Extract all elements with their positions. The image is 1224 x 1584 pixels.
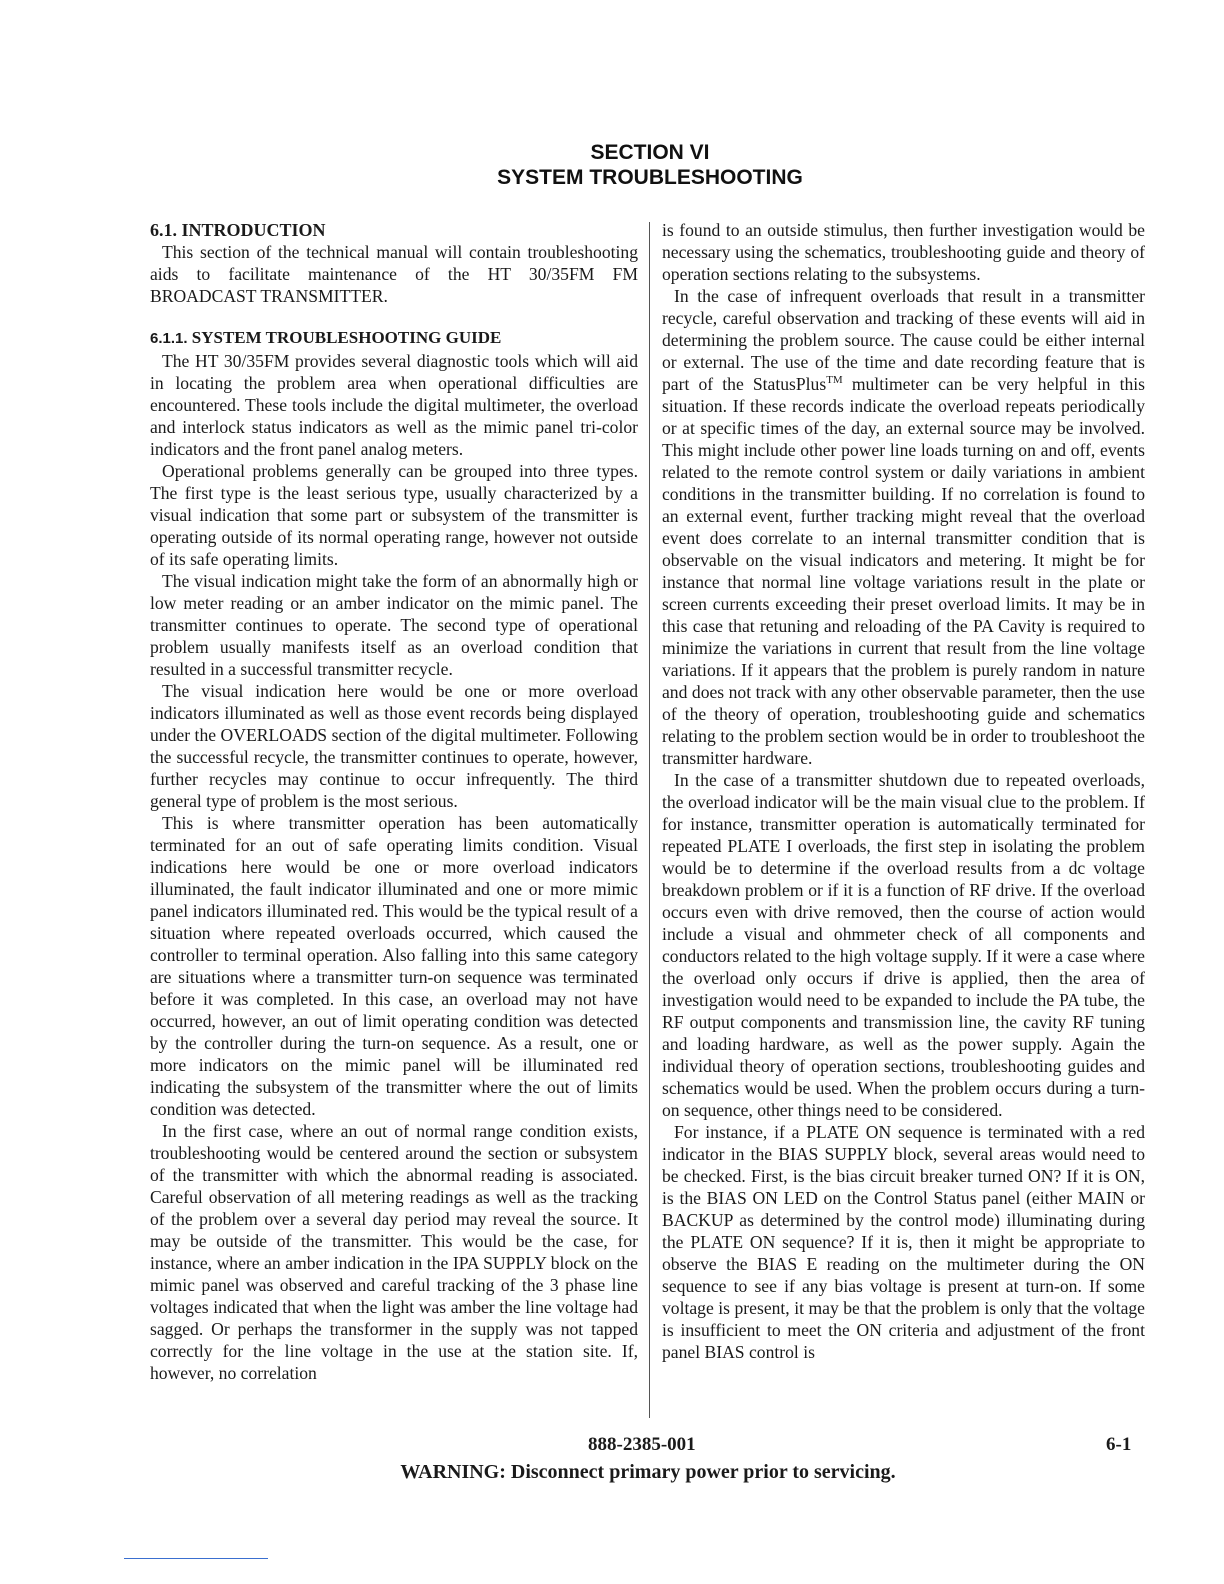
right-column bbox=[662, 219, 1145, 1363]
paragraph: In the case of a transmitter shutdown due to repeated overloads, the overload indicator will be the main visual clue to the problem. If for instance, transmitter operation is automatically terminated for repeated PLATE I overloads, the first step in isolating the problem would be to determine if the overload results from a dc voltage breakdown problem or if it is a function of RF drive. If the overload occurs even with drive removed, then the course of action would include a visual and ohmmeter check of all components and conductors related to the high voltage supply. If it were a case where the overload only occurs if drive is applied, then the area of investigation would need to be expanded to include the PA tube, the RF output components and transmission line, the cavity RF tuning and loading hardware, as well as the power supply. Again the individual theory of operation sections, troubleshooting guides and schematics would be used. When the problem occurs during a turn-on sequence, other things need to be considered. bbox=[662, 770, 1145, 1120]
paragraph: The HT 30/35FM provides several diagnostic tools which will aid in locating the problem area when operational difficulties are encountered. These tools include the digital multimeter, the overload and interlock status indicators as well as the mimic panel tri-color indicators and the front panel analog meters. bbox=[150, 351, 638, 459]
paragraph-part: multimeter can be very helpful in this situation. If these records indicate the overload repeats periodically or at specific times of the day, an external source may be involved. This might include other power line loads turning on and off, events related to the remote control system or daily variations in ambient conditions in the transmitter building. If no correlation is found to an external event, further tracking might reveal that the overload event does correlate to an internal transmitter condition that is observable on the visual indicators and metering. It might be for instance that normal line voltage variations result in the plate or screen currents exceeding their preset overload limits. It may be in this case that retuning and reloading of the PA Cavity is required to minimize the variations in current that result from the line voltage variations. If it appears that the problem is purely random in nature and does not track with any other observable parameter, then the use of the theory of operation, troubleshooting guide and schematics relating to the problem section would be in order to troubleshoot the transmitter hardware. bbox=[662, 374, 1145, 768]
left-column bbox=[150, 219, 638, 1384]
part-number: 888-2385-001 bbox=[588, 1434, 696, 1455]
column-divider bbox=[649, 222, 650, 1418]
paragraph: Operational problems generally can be grouped into three types. The first type is the least serious type, usually characterized by a visual indication that some part or subsystem of the transmitter is operating outside of its normal operating range, however not outside of its safe operating limits. bbox=[150, 461, 638, 569]
paragraph: is found to an outside stimulus, then further investigation would be necessary using the schematics, troubleshooting guide and theory of operation sections relating to the subsystems. bbox=[662, 220, 1145, 284]
guide-heading-text: SYSTEM TROUBLESHOOTING GUIDE bbox=[191, 328, 502, 347]
page-number: 6-1 bbox=[1106, 1434, 1132, 1455]
warning-text: WARNING: Disconnect primary power prior to servicing. bbox=[400, 1461, 896, 1483]
intro-heading: 6.1. INTRODUCTION bbox=[150, 220, 326, 240]
intro-paragraph: This section of the technical manual will contain troubleshooting aids to facilitate maintenance of the HT 30/35FM FM BROADCAST TRANSMITTER. bbox=[150, 242, 638, 306]
paragraph: The visual indication might take the form of an abnormally high or low meter reading or an amber indicator on the mimic panel. The transmitter continues to operate. The second type of operational problem usually manifests itself as an overload condition that resulted in a successful transmitter recycle. bbox=[150, 571, 638, 679]
paragraph bbox=[662, 285, 1145, 769]
paragraph: The visual indication here would be one or more overload indicators illuminated as well as those event records being displayed under the OVERLOADS section of the digital multimeter. Following the successful recycle, the transmitter continues to operate, however, further recycles may continue to occur infrequently. The third general type of problem is the most serious. bbox=[150, 681, 638, 811]
paragraph: In the first case, where an out of normal range condition exists, troubleshooting would be centered around the section or subsystem of the transmitter with which the abnormal reading is associated. Careful observation of all metering readings as well as the tracking of the problem over a several day period may reveal the source. It may be outside of the transmitter. This would be the case, for instance, where an amber indication in the IPA SUPPLY block on the mimic panel was observed and careful tracking of the 3 phase line voltages indicated that when the light was amber the line voltage had sagged. Or perhaps the transformer in the supply was not tapped correctly for the line voltage in the use at the station site. If, however, no correlation bbox=[150, 1121, 638, 1383]
footer-rule bbox=[124, 1558, 268, 1559]
section-title: SYSTEM TROUBLESHOOTING bbox=[497, 166, 803, 189]
guide-heading bbox=[150, 327, 638, 350]
guide-heading-number: 6.1.1. bbox=[150, 330, 188, 347]
section-number: SECTION VI bbox=[590, 141, 710, 164]
page-header bbox=[0, 140, 1224, 190]
paragraph: For instance, if a PLATE ON sequence is terminated with a red indicator in the BIAS SUPPLY block, several areas would need to be checked. First, is the bias circuit breaker turned ON? If it is ON, is the BIAS ON LED on the Control Status panel (either MAIN or BACKUP as determined by the control mode) illuminating during the PLATE ON sequence? If it is, then it might be appropriate to observe the BIAS E reading on the multimeter during the ON sequence to see if any bias voltage is present at turn-on. If some voltage is present, it may be that the problem is only that the voltage is insufficient to meet the ON criteria and adjustment of the front panel BIAS control is bbox=[662, 1122, 1145, 1362]
paragraph-part: In the case of infrequent overloads that result in a transmitter recycle, careful observation and tracking of these events will aid in determining the problem source. The cause could be either internal or external. The use of the time and date recording feature that is part of the StatusPlus bbox=[662, 286, 1145, 394]
paragraph: This is where transmitter operation has been automatically terminated for an out of safe operating limits condition. Visual indications here would be one or more overload indicators illuminated, the fault indicator illuminated and one or more mimic panel indicators illuminated red. This would be the typical result of a situation where repeated overloads occurred, which caused the controller to terminal operation. Also falling into this same category are situations where a transmitter turn-on sequence was terminated before it was completed. In this case, an overload may not have occurred, however, an out of limit operating condition was detected by the controller during the turn-on sequence. As a result, one or more indicators on the mimic panel will be illuminated red indicating the subsystem of the transmitter where the out of limits condition was detected. bbox=[150, 813, 638, 1119]
trademark-mark: TM bbox=[826, 374, 843, 387]
